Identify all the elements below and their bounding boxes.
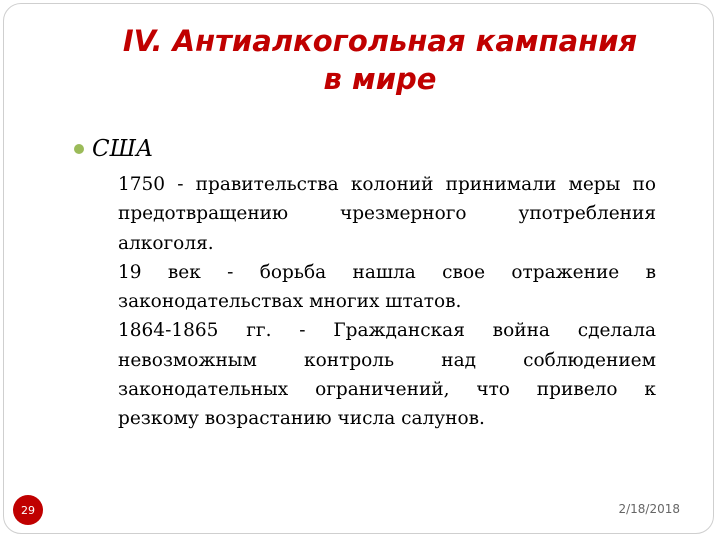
- title-line-2: в мире: [323, 62, 437, 96]
- slide-date: 2/18/2018: [618, 502, 680, 516]
- paragraph-19th-century: 19 век - борьба нашла свое отражение в законодательствах многих штатов.: [118, 261, 656, 313]
- bullet-dot-icon: [74, 144, 84, 154]
- bullet-label: США: [92, 136, 154, 162]
- page-number-badge: 29: [13, 495, 43, 525]
- slide-body: [118, 170, 656, 434]
- title-line-1: IV. Антиалкогольная кампания: [122, 24, 638, 58]
- paragraph-1750: 1750 - правительства колоний принимали меры по предотвращению чрезмерного употребления алкоголя.: [118, 174, 656, 254]
- paragraph-civil-war: 1864-1865 гг. - Гражданская война сделала невозможным контроль над соблюдением законодательных ограничений, что привело к резкому возрастанию числа салунов.: [118, 320, 656, 430]
- slide-title: [80, 22, 680, 98]
- bullet-item: [74, 136, 153, 162]
